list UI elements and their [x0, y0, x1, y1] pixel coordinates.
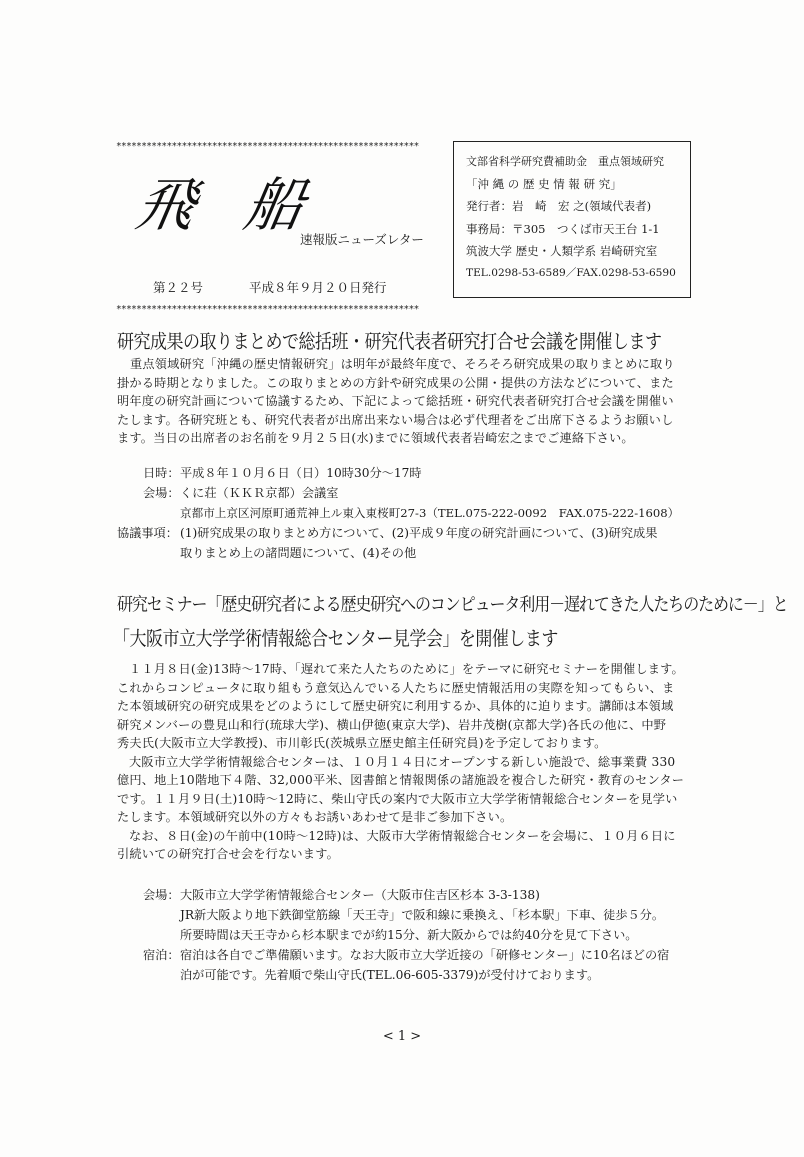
meeting-address: 京都市上京区河原町通荒神上ル東入東桜町27-3（TEL.075-222-0092 FAX.075-222-1608） [180, 506, 680, 520]
seminar-access-line1: JR新大阪より地下鉄御堂筋線「天王寺」で阪和線に乗換え、「杉本駅」下車、徒歩５分。 [180, 908, 665, 922]
article2-line: た本領域研究の研究成果をどのようにして歴史研究に利用するか、具体的に迫ります。講師は本領域 [117, 699, 674, 713]
meeting-venue: くに荘（ＫＫＲ京都）会議室 [180, 486, 339, 500]
publisher-line: 発行者：岩 崎 宏 之(領域代表者) [466, 199, 652, 214]
article1-line: 明年度の研究計画について協議するため、下記によって総括班・研究代表者研究打合せ会議を開催い [117, 394, 674, 408]
article1-line: 重点領域研究「沖縄の歴史情報研究」は明年が最終年度で、そろそろ研究成果の取りまとめに取り [130, 357, 675, 371]
top-star-rule: ************************************************************ [116, 141, 419, 152]
university-line: 筑波大学 歴史・人類学系 岩崎研究室 [466, 243, 658, 258]
meeting-datetime-label: 日時： [143, 466, 180, 480]
article2-line: 引続いての研究打合せ会を行ないます。 [117, 847, 339, 861]
article1-body [117, 355, 675, 448]
agenda-line2: 取りまとめ上の諸問題について、(4)その他 [180, 546, 417, 560]
grant-line: 文部省科学研究費補助金 重点領域研究 [466, 155, 664, 168]
publisher-info-box [453, 141, 691, 298]
project-name: 「沖 縄 の 歴 史 情 報 研 究」 [466, 177, 622, 192]
meeting-venue-label: 会場： [143, 486, 180, 500]
article2-line: です。１１月９日(土)10時～12時に、柴山守氏の案内で大阪市立大学学術情報総合センターを見学い [117, 791, 678, 806]
seminar-venue: 大阪市立大学学術情報総合センター（大阪市住吉区杉本 3-3-138) [180, 888, 540, 902]
page-number: < 1 > [382, 1029, 422, 1044]
newsletter-subtitle: 速報版ニューズレター [300, 232, 424, 247]
article2-line: 億円、地上10階地下４階、32,000平米、図書館と情報関係の諸施設を複合した研究・教育のセンター [117, 773, 685, 787]
article1-line: ます。当日の出席者のお名前を９月２５日(水)までに領域代表者岩崎宏之までご連絡下さい。 [117, 431, 634, 445]
article1-heading: 研究成果の取りまとめで総括班・研究代表者研究打合せ会議を開催します [117, 330, 662, 354]
article2-line: 研究メンバーの豊見山和行(琉球大学)、横山伊徳(東京大学)、岩井茂樹(京都大学)各氏の他に、中野 [117, 717, 667, 732]
agenda-line1: (1)研究成果の取りまとめ方について、(2)平成９年度の研究計画について、(3)研究成果 [180, 526, 658, 540]
article2-line: たします。本領域研究以外の方々もお誘いあわせて是非ご参加下さい。 [117, 810, 513, 824]
meeting-datetime: 平成８年１０月６日（日）10時30分～17時 [180, 466, 422, 480]
article2-line: なお、８日(金)の午前中(10時～12時)は、大阪市大学術情報総合センターを会場に、１０月６日に [129, 828, 676, 843]
lodging-line1: 宿泊は各自でご準備願います。なお大阪市立大学近接の「研修センター」に10名ほどの宿 [180, 948, 670, 962]
seminar-venue-label: 会場： [143, 888, 180, 902]
newsletter-title: 飛 船 [131, 171, 326, 239]
article2-heading-line1: 研究セミナー「歴史研究者による歴史研究へのコンピュータ利用－遅れてきた人たちのために－」と [117, 593, 788, 616]
agenda-label: 協議事項： [117, 526, 178, 540]
bottom-star-rule: ************************************************************ [116, 304, 419, 315]
contact-line: TEL.0298-53-6589／FAX.0298-53-6590 [466, 267, 676, 280]
office-line: 事務局：〒305 つくば市天王台 1-1 [466, 221, 660, 236]
article2-heading-line2: 「大阪市立大学学術情報総合センター見学会」を開催します [113, 627, 558, 651]
lodging-line2: 泊が可能です。先着順で柴山守氏(TEL.06-605-3379)が受付けております。 [180, 968, 600, 982]
issue-number: 第２２号 [153, 280, 204, 295]
article2-line: これからコンピュータに取り組もう意気込んでいる人たちに歴史情報活用の実際を知ってもらい、ま [117, 680, 675, 695]
issue-date: 平成８年９月２０日発行 [249, 280, 387, 295]
article1-line: たします。各研究班とも、研究代表者が出席出来ない場合は必ず代理者をご出席下さるようお願いし [117, 412, 674, 427]
article2-line: 秀夫氏(大阪市立大学教授)、市川彰氏(茨城県立歴史館主任研究員)を予定しております。 [117, 736, 607, 750]
article2-line: 大阪市立大学学術情報総合センターは、１０月１４日にオープンする新しい施設で、総事業費 330 [129, 754, 676, 769]
seminar-access-line2: 所要時間は天王寺から杉本駅までが約15分、新大阪からでは約40分を見て下さい。 [180, 928, 638, 942]
article2-body [117, 660, 684, 864]
article1-line: 掛かる時期となりました。この取りまとめの方針や研究成果の公開・提供の方法などについて、また [117, 375, 674, 390]
article2-line: １１月８日(金)13時～17時、「遅れて来た人たちのために」をテーマに研究セミナーを開催します。 [129, 662, 684, 676]
lodging-label: 宿泊： [143, 948, 180, 962]
